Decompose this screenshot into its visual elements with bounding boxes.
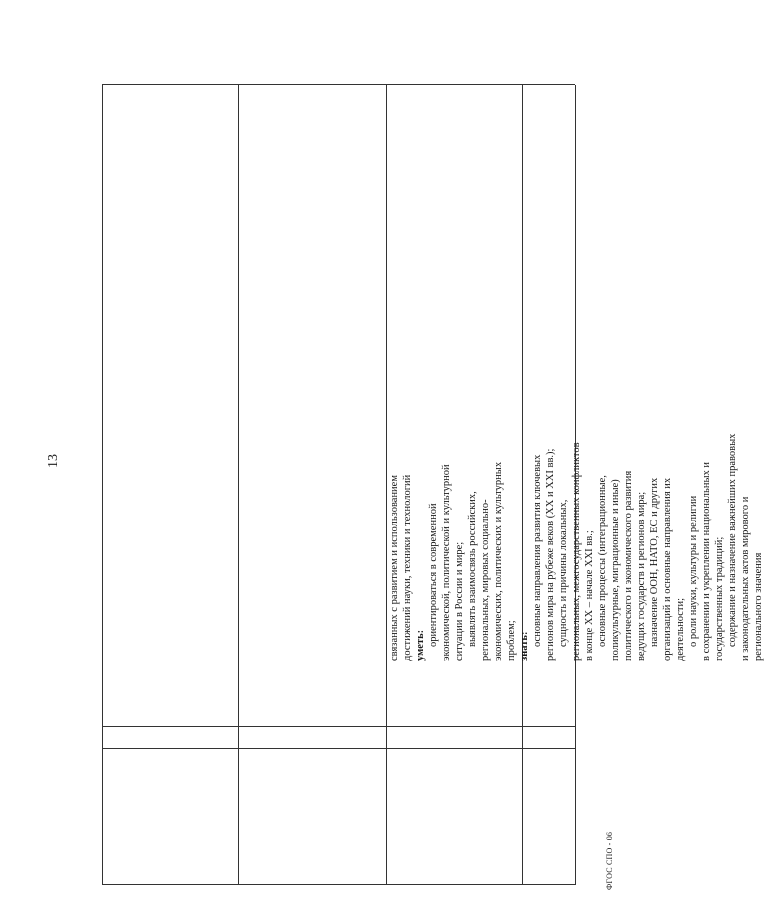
description-line: знать:	[519, 631, 530, 661]
description-line: сущность и причины локальных,	[558, 499, 569, 647]
description-line: политического и экономического развития	[623, 470, 634, 661]
description-line: организаций и основные направления их	[662, 477, 673, 661]
description-line: уметь:	[415, 629, 426, 661]
description-line: достижений науки, техники и технологий	[402, 474, 413, 661]
table-line	[102, 85, 103, 885]
row-1-description-lines	[388, 434, 765, 661]
table-line	[102, 726, 575, 727]
table-line	[102, 748, 575, 749]
description-line: ситуации в России и мире;	[454, 541, 465, 661]
description-line: основные направления развития ключевых	[532, 454, 543, 647]
description-line: ведущих государств и регионов мира;	[636, 491, 647, 661]
description-line: региональных, межгосударственных конфликтов	[571, 442, 582, 661]
description-line: государственных традиций;	[714, 536, 725, 661]
description-line: экономических, политических и культурных	[493, 461, 504, 661]
page-number: 13	[46, 454, 61, 468]
description-line: региональных, мировых социально-	[480, 499, 491, 661]
description-line: основные процессы (интеграционные,	[597, 475, 608, 647]
table-line	[102, 84, 575, 85]
description-line: проблем;	[506, 620, 517, 661]
table-line	[238, 85, 239, 885]
description-line: связанных с развитием и использованием	[389, 475, 400, 661]
description-line: назначение ООН, НАТО, ЕС и других	[649, 477, 660, 647]
table-line	[386, 85, 387, 885]
description-line: регионального значения	[753, 552, 764, 661]
description-line: и законодательных актов мирового и	[740, 496, 751, 661]
description-line: деятельности;	[675, 597, 686, 661]
table-line	[102, 884, 575, 885]
description-line: выявлять взаимосвязь российских,	[467, 491, 478, 647]
description-line: экономической, политической и культурной	[441, 464, 452, 661]
description-line: ориентироваться в современной	[428, 503, 439, 647]
description-line: в сохранении и укреплении национальных и	[701, 462, 712, 661]
description-line: регионов мира на рубеже веков (XX и XXI вв.);	[545, 448, 556, 661]
description-line: о роли науки, культуры и религии	[688, 495, 699, 647]
document-code: ФГОС СПО - 06	[605, 831, 614, 890]
description-line: поликультурные, миграционные и иные)	[610, 479, 621, 661]
description-line: содержание и назначение важнейших правовых	[727, 433, 738, 647]
description-line: в конце XX – начале XXI вв.;	[584, 530, 595, 661]
